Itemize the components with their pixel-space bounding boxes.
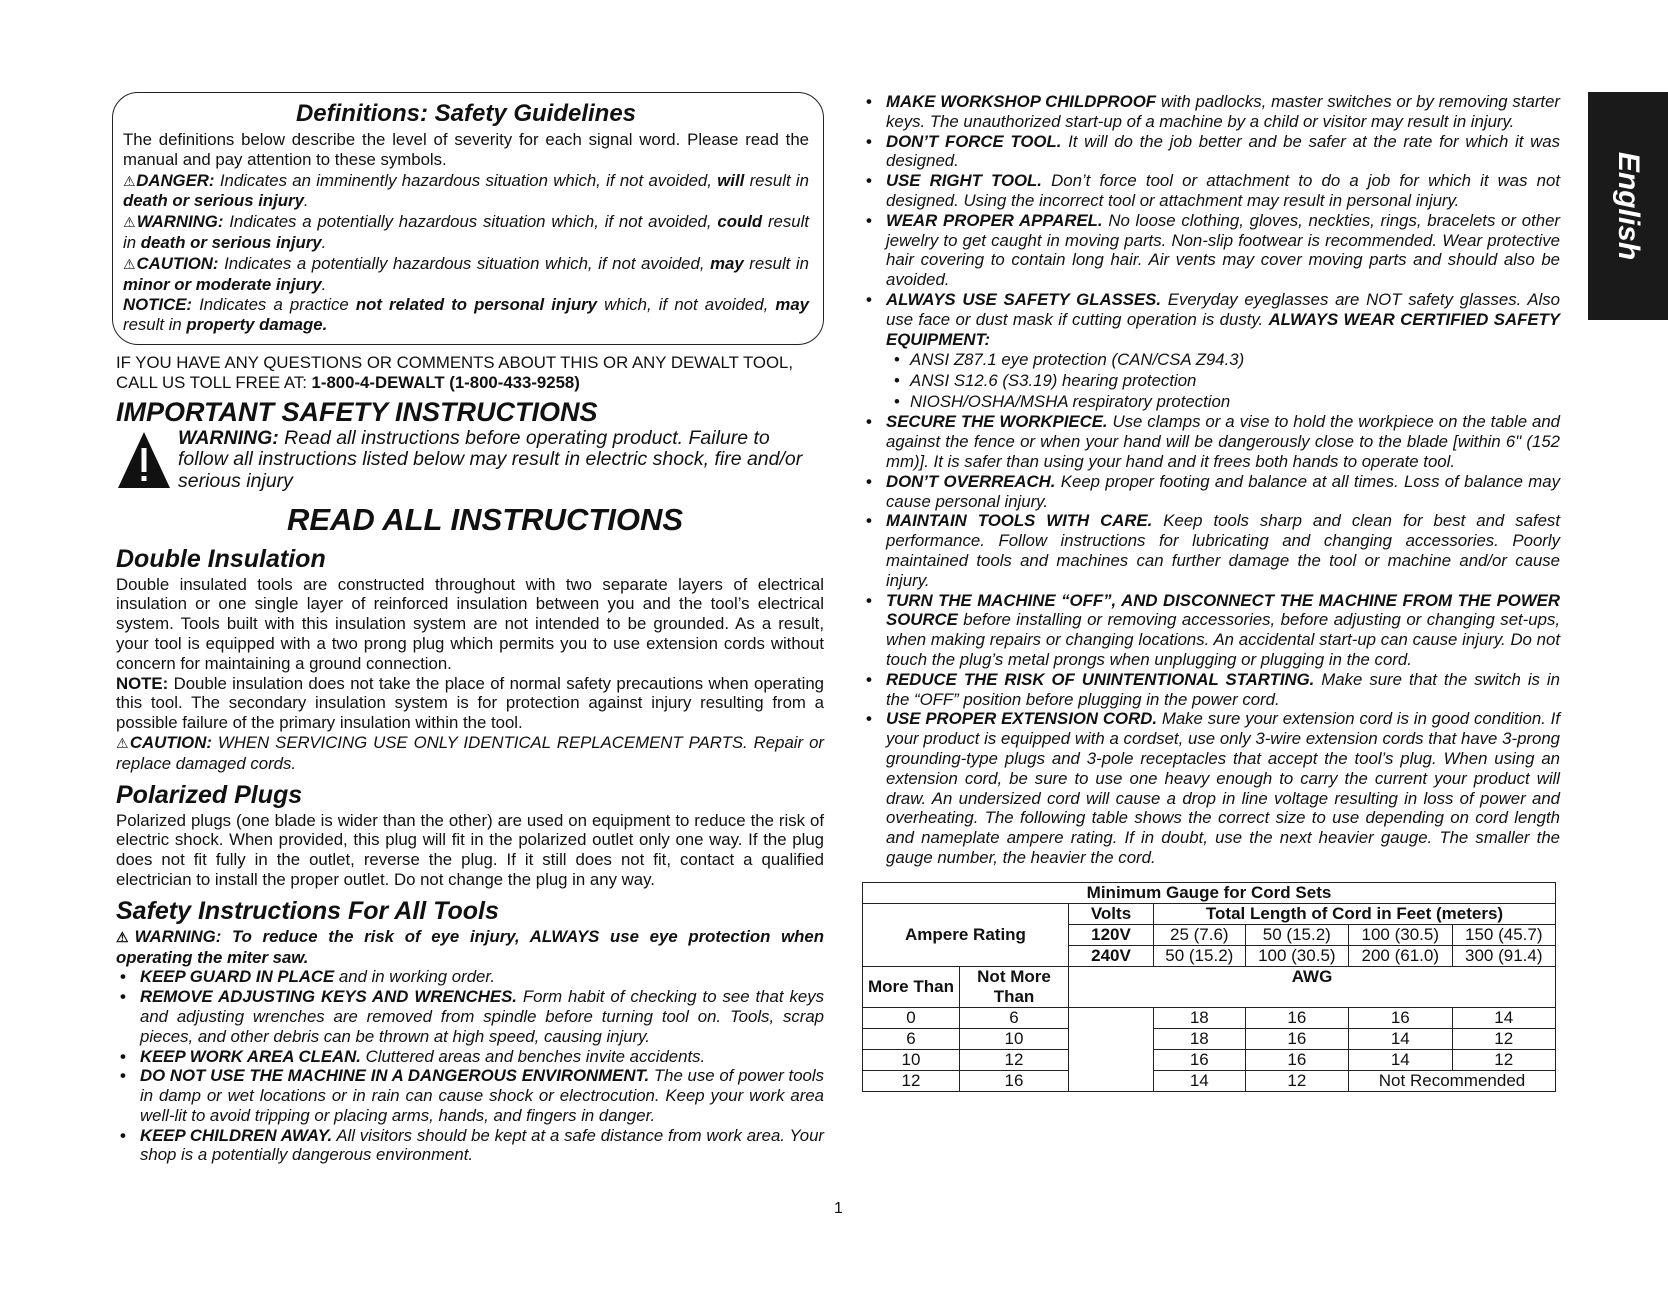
caution-definition: ⚠CAUTION: Indicates a potentially hazardous situation which, if not avoided, may result in minor or moderate injury.	[123, 253, 809, 294]
ampere-rating-header: Ampere Rating	[863, 903, 1069, 966]
list-item: • KEEP GUARD IN PLACE and in working order.	[116, 967, 824, 987]
list-item: • REMOVE ADJUSTING KEYS AND WRENCHES. Form habit of checking to see that keys and adjusting wrenches are removed from spindle before turning tool on. Tools, scrap pieces, and other debris can be thrown at high speed, causing injury.	[116, 987, 824, 1046]
double-insulation-note: NOTE: Double insulation does not take the place of normal safety precautions when operating this tool. The secondary insulation system is for protection against injury resulting from a possible failure of the primary insulation within the tool.	[116, 673, 824, 733]
language-tab: English	[1588, 92, 1668, 320]
table-cell: 50 (15.2)	[1245, 924, 1348, 945]
warning-triangle-icon: ⚠	[116, 928, 135, 945]
cord-gauge-table	[862, 882, 1556, 1092]
double-insulation-caution: ⚠CAUTION: WHEN SERVICING USE ONLY IDENTICAL REPLACEMENT PARTS. Repair or replace damaged cords.	[116, 732, 824, 773]
more-than-header: More Than	[863, 966, 960, 1007]
table-cell: 100 (30.5)	[1245, 945, 1348, 966]
table-row: 0 6 18 16 16 14	[863, 1007, 1556, 1028]
list-item: • USE PROPER EXTENSION CORD. Make sure your extension cord is in good condition. If your product is equipped with a cordset, use only 3-wire extension cords that have 3-prong grounding-type plugs and 3-pole receptacles that accept the tool’s plug. When using an extension cord, be sure to use one heavy enough to carry the current your product will draw. An undersized cord will cause a drop in line voltage resulting in loss of power and overheating. The following table shows the correct size to use depending on cord length and nameplate ampere rating. If in doubt, use the next heavier gauge. The smaller the gauge number, the heavier the cord.	[862, 709, 1560, 867]
definitions-intro: The definitions below describe the level of severity for each signal word. Please read the manual and pay attention to these symbols.	[123, 130, 809, 169]
empty-cell	[1069, 1007, 1154, 1091]
list-item: • DON’T OVERREACH. Keep proper footing and balance at all times. Loss of balance may cause personal injury.	[862, 472, 1560, 512]
polarized-plugs-body: Polarized plugs (one blade is wider than the other) are used on equipment to reduce the risk of electric shock. When provided, this plug will fit in the polarized outlet only one way. If the plug does not fit fully in the outlet, reverse the plug. If it still does not fit, contact a qualified electrician to install the proper outlet. Do not change the plug in any way.	[116, 810, 824, 889]
warning-triangle-icon: ⚠	[116, 734, 130, 751]
list-item: • USE RIGHT TOOL. Don’t force tool or attachment to do a job for which it was not designed. Using the incorrect tool or attachment may result in personal injury.	[862, 171, 1560, 211]
table-title: Minimum Gauge for Cord Sets	[863, 882, 1556, 903]
list-item: • SECURE THE WORKPIECE. Use clamps or a vise to hold the workpiece on the table and against the fence or when your hand will be dangerously close to the blade [within 6" (152 mm)]. It is safer than using your hand and it frees both hands to operate tool.	[862, 412, 1560, 471]
awg-header: AWG	[1069, 966, 1556, 1007]
table-row: 6 10 18 16 14 12	[863, 1028, 1556, 1049]
table-cell: 50 (15.2)	[1154, 945, 1246, 966]
warning-triangle-icon: ⚠	[123, 172, 137, 189]
table-row: 10 12 16 16 14 12	[863, 1049, 1556, 1070]
list-item: • NIOSH/OSHA/MSHA respiratory protection	[886, 391, 1560, 412]
warning-definition: ⚠WARNING: Indicates a potentially hazardous situation which, if not avoided, could result in death or serious injury.	[123, 212, 809, 252]
eye-protection-warning: ⚠WARNING: To reduce the risk of eye injury, ALWAYS use eye protection when operating the miter saw.	[116, 926, 824, 967]
volts-header: Volts	[1069, 903, 1154, 924]
danger-definition: ⚠DANGER: Indicates an imminently hazardous situation which, if not avoided, will result in death or serious injury.	[123, 170, 809, 211]
total-length-header: Total Length of Cord in Feet (meters)	[1154, 903, 1556, 924]
list-item: • KEEP CHILDREN AWAY. All visitors should be kept at a safe distance from work area. Your shop is a potentially dangerous environment.	[116, 1126, 824, 1166]
safety-all-tools-heading: Safety Instructions For All Tools	[116, 896, 499, 925]
list-item: • KEEP WORK AREA CLEAN. Cluttered areas and benches invite accidents.	[116, 1047, 824, 1067]
table-cell: 100 (30.5)	[1349, 924, 1452, 945]
right-column	[862, 92, 1560, 1092]
list-item: • MAKE WORKSHOP CHILDPROOF with padlocks, master switches or by removing starter keys. The unauthorized start-up of a machine by a child or visitor may result in injury.	[862, 92, 1560, 132]
polarized-plugs-heading: Polarized Plugs	[116, 780, 303, 809]
phone-number: 1-800-4-DEWALT (1-800-433-9258)	[311, 372, 580, 392]
left-column	[116, 92, 824, 1165]
list-item: • MAINTAIN TOOLS WITH CARE. Keep tools sharp and clean for best and safest performance. Follow instructions for lubricating and changing accessories. Poorly maintained tools and machines can further damage the tool or machine and/or cause injury.	[862, 511, 1560, 590]
table-cell: 300 (91.4)	[1452, 945, 1556, 966]
notice-definition: NOTICE: Indicates a practice not related to personal injury which, if not avoided, may result in property damage.	[123, 295, 809, 335]
list-item: • DO NOT USE THE MACHINE IN A DANGEROUS ENVIRONMENT. The use of power tools in damp or wet locations or in rain can cause shock or electrocution. Keep your work area well-lit to avoid tripping or placing arms, hands, and fingers in danger.	[116, 1066, 824, 1125]
warning-triangle-icon	[116, 430, 172, 490]
call-us-text: IF YOU HAVE ANY QUESTIONS OR COMMENTS ABOUT THIS OR ANY DEWALT TOOL, CALL US TOLL FREE AT: 1-800-4-DEWALT (1-800-433-9258)	[116, 352, 793, 392]
table-cell: 200 (61.0)	[1349, 945, 1452, 966]
double-insulation-body: Double insulated tools are constructed throughout with two separate layers of electrical insulation or one single layer of reinforced insulation between you and the tool’s electrical system. Tools built with this insulation system are not intended to be grounded. As a result, your tool is equipped with a two prong plug which permits you to use extension cords without concern for maintaining a ground connection.	[116, 574, 824, 673]
safety-rules-list	[862, 92, 1560, 868]
important-safety-heading: IMPORTANT SAFETY INSTRUCTIONS	[116, 396, 598, 427]
table-row: 12 16 14 12 Not Recommended	[863, 1070, 1556, 1091]
volts-120: 120V	[1069, 924, 1154, 945]
table-cell: 25 (7.6)	[1154, 924, 1246, 945]
warning-triangle-icon: ⚠	[123, 214, 137, 231]
definitions-box	[112, 92, 824, 345]
table-cell: 150 (45.7)	[1452, 924, 1556, 945]
list-item: • DON’T FORCE TOOL. It will do the job better and be safer at the rate for which it was designed.	[862, 132, 1560, 172]
certified-equipment-list	[886, 349, 1560, 412]
volts-240: 240V	[1069, 945, 1154, 966]
important-warning: WARNING: Read all instructions before operating product. Failure to follow all instructions listed below may result in electric shock, fire and/or serious injury	[116, 428, 824, 496]
list-item: • ANSI S12.6 (S3.19) hearing protection	[886, 370, 1560, 391]
list-item: • TURN THE MACHINE “OFF”, AND DISCONNECT THE MACHINE FROM THE POWER SOURCE before installing or removing accessories, before adjusting or changing set-ups, when making repairs or changing locations. An accidental start-up can cause injury. Do not touch the plug’s metal prongs when unplugging or plugging in the cord.	[862, 591, 1560, 670]
read-all-instructions: READ ALL INSTRUCTIONS	[286, 501, 684, 537]
double-insulation-heading: Double Insulation	[116, 544, 326, 573]
warning-triangle-icon: ⚠	[123, 255, 137, 272]
list-item: • ALWAYS USE SAFETY GLASSES. Everyday eyeglasses are NOT safety glasses. Also use face or dust mask if cutting operation is dusty. ALWAYS WEAR CERTIFIED SAFETY EQUIPMENT: • ANSI Z87.1 eye protection (CAN/CSA Z94.3) • ANSI S12.6 (S3.19) hearing protection • NIOSH/OSHA/MSHA respiratory protection	[862, 290, 1560, 412]
safety-all-list	[116, 967, 824, 1165]
definitions-title: Definitions: Safety Guidelines	[295, 100, 637, 127]
list-item: • WEAR PROPER APPAREL. No loose clothing, gloves, neckties, rings, bracelets or other jewelry to get caught in moving parts. Non-slip footwear is recommended. Wear protective hair covering to contain long hair. Air vents may cover moving parts and should also be avoided.	[862, 211, 1560, 290]
list-item: • REDUCE THE RISK OF UNINTENTIONAL STARTING. Make sure that the switch is in the “OFF” position before plugging in the power cord.	[862, 670, 1560, 710]
list-item: • ANSI Z87.1 eye protection (CAN/CSA Z94.3)	[886, 349, 1560, 370]
not-more-than-header: Not More Than	[960, 966, 1069, 1007]
page-number: 1	[834, 1200, 843, 1217]
